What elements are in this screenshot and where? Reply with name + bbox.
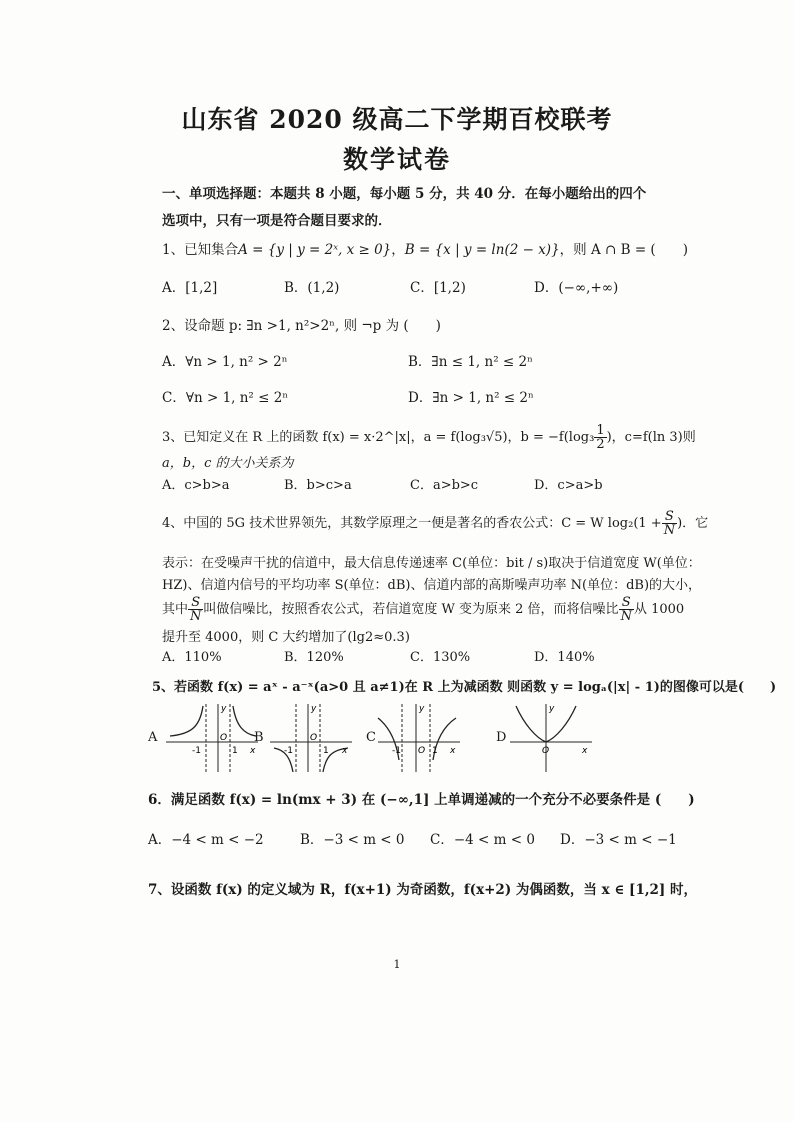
q5-label-a: A — [148, 730, 158, 745]
q2-option-c: C．∀n > 1, n² ≤ 2ⁿ — [162, 390, 289, 406]
q5a-tick-1: 1 — [232, 746, 238, 756]
question-6-stem: 6．满足函数 f(x) = ln(mx + 3) 在 (−∞,1] 上单调递减的一个充分不必要条件是 ( ) — [148, 792, 695, 808]
q4-paren-open: (1 + — [633, 516, 662, 531]
question-3-stem — [162, 424, 696, 451]
q5-label-b: B — [254, 730, 264, 745]
q1-stem-a: 1、已知集合 — [162, 242, 239, 258]
question-4-line1 — [162, 510, 708, 537]
q4-fraction-sn-2 — [188, 596, 203, 623]
q4-option-b: B．120% — [284, 650, 344, 665]
q4-line1-b: )．它 — [677, 516, 709, 531]
question-4-line5: 提升至 4000，则 C 大约增加了(lg2≈0.3) — [162, 630, 410, 645]
q3-stem-b: )，c=f(ln 3)则 — [606, 430, 696, 445]
q2-option-d: D．∃n > 1, n² ≤ 2ⁿ — [408, 390, 534, 406]
q5a-tick-neg1: -1 — [192, 746, 201, 756]
q4-option-a: A．110% — [162, 650, 222, 665]
question-5-stem: 5、若函数 f(x) = aˣ - a⁻ˣ(a>0 且 a≠1)在 R 上为减函数 则函数 y = logₐ(|x| - 1)的图像可以是( ) — [152, 680, 777, 695]
q3-option-b: B．b>c>a — [284, 478, 352, 493]
q5-label-d: D — [496, 730, 507, 745]
q1-option-d: D．(−∞,+∞) — [534, 280, 619, 296]
q5a-x-label: x — [250, 746, 256, 756]
q5b-y-label: y — [311, 704, 317, 714]
q1-set-a: A = {y | y = 2ˣ, x ≥ 0} — [238, 242, 392, 258]
q5d-x-label: x — [582, 746, 588, 756]
q4-frac3-num: S — [619, 596, 634, 610]
exam-subtitle: 数学试卷 — [342, 145, 451, 174]
q4-frac3-den: N — [620, 609, 632, 624]
question-1-stem — [162, 238, 688, 258]
q6-option-b: B．−3 < m < 0 — [300, 832, 405, 848]
q5b-x-label: x — [342, 746, 348, 756]
q3-fraction — [594, 424, 606, 451]
q5c-x-label: x — [450, 746, 456, 756]
q2-option-a: A．∀n > 1, n² > 2ⁿ — [162, 354, 288, 370]
q6-option-d: D．−3 < m < −1 — [560, 832, 677, 848]
q5-graph-a-plot — [162, 700, 262, 776]
section-header-line2: 选项中，只有一项是符合题目要求的． — [162, 213, 392, 229]
q5-graph-d-plot — [506, 700, 596, 776]
q5c-origin: O — [418, 746, 426, 756]
question-4-line2: 表示：在受噪声干扰的信道中，最大信息传递速率 C(单位：bit / s)取决于信道宽度 W(单位： — [162, 556, 701, 571]
q3-stem-line2: a，b，c 的大小关系为 — [162, 456, 294, 471]
q3-option-d: D．c>a>b — [534, 478, 603, 493]
q1-stem-b: ，则 A ∩ B = ( ) — [559, 242, 688, 258]
q3-option-a: A．c>b>a — [162, 478, 230, 493]
q4-frac-den: N — [663, 523, 676, 538]
q4-fraction-sn-3 — [619, 596, 634, 623]
q5c-y-label: y — [419, 704, 425, 714]
q5b-tick-1: 1 — [323, 746, 329, 756]
q3-frac-num: 1 — [596, 423, 605, 438]
q4-line1-a: 4、中国的 5G 技术世界领先，其数学原理之一便是著名的香农公式：C = W log₂ — [162, 516, 634, 531]
q3-frac-den: 2 — [596, 437, 605, 452]
q5a-origin: O — [220, 733, 228, 743]
q4-line4-c: 从 1000 — [633, 602, 685, 617]
q4-line4-a: 其中 — [162, 602, 189, 617]
q4-frac2-num: S — [188, 596, 203, 610]
q1-option-c: C．[1,2) — [410, 280, 466, 296]
q5d-y-label: y — [549, 704, 555, 714]
q4-line4-b: 叫做信噪比，按照香农公式，若信道宽度 W 变为原来 2 倍，而将信噪比 — [203, 602, 619, 617]
q1-option-b: B．(1,2) — [284, 280, 340, 296]
question-2-stem: 2、设命题 p: ∃n >1, n²>2ⁿ, 则 ¬p 为 ( ) — [162, 318, 441, 334]
q5d-origin: O — [542, 746, 550, 756]
q4-frac2-den: N — [190, 609, 202, 624]
q5b-origin: O — [310, 733, 318, 743]
q2-option-b: B．∃n ≤ 1, n² ≤ 2ⁿ — [408, 354, 533, 370]
q5c-tick-neg1: -1 — [392, 746, 401, 756]
q4-option-c: C．130% — [410, 650, 471, 665]
q3-option-c: C．a>b>c — [410, 478, 479, 493]
section-header-line1: 一、单项选择题：本题共 8 小题，每小题 5 分，共 40 分．在每小题给出的四个 — [162, 186, 647, 202]
q5-label-c: C — [366, 730, 376, 745]
q1-option-a: A．[1,2] — [162, 280, 218, 296]
q1-sep: ， — [391, 242, 405, 258]
question-4-line4 — [162, 596, 684, 623]
q5-graph-c-plot — [374, 700, 464, 776]
q4-frac-num: S — [662, 510, 677, 524]
q5-graph-b-plot — [266, 700, 356, 776]
q3-stem-a: 3、已知定义在 R 上的函数 f(x) = x·2^|x|，a = f(log₃√5)，b = −f(log₃ — [162, 430, 595, 445]
q5b-tick-neg1: -1 — [284, 746, 293, 756]
q6-option-c: C．−4 < m < 0 — [430, 832, 535, 848]
q5c-tick-1: 1 — [432, 746, 438, 756]
q5a-y-label: y — [221, 704, 227, 714]
q4-fraction-sn — [662, 510, 677, 537]
question-4-line3: HZ)、信道内信号的平均功率 S(单位：dB)、信道内部的高斯噪声功率 N(单位：dB)的大小， — [162, 578, 702, 593]
q1-set-b: B = {x | y = ln(2 − x)} — [404, 242, 560, 258]
question-7-stem: 7、设函数 f(x) 的定义域为 R，f(x+1) 为奇函数，f(x+2) 为偶函数，当 x ∈ [1,2] 时， — [148, 882, 698, 898]
q4-option-d: D．140% — [534, 650, 595, 665]
q6-option-a: A．−4 < m < −2 — [148, 832, 264, 848]
page-number: 1 — [393, 958, 401, 971]
exam-title: 山东省 2020 级高二下学期百校联考 — [181, 105, 613, 134]
